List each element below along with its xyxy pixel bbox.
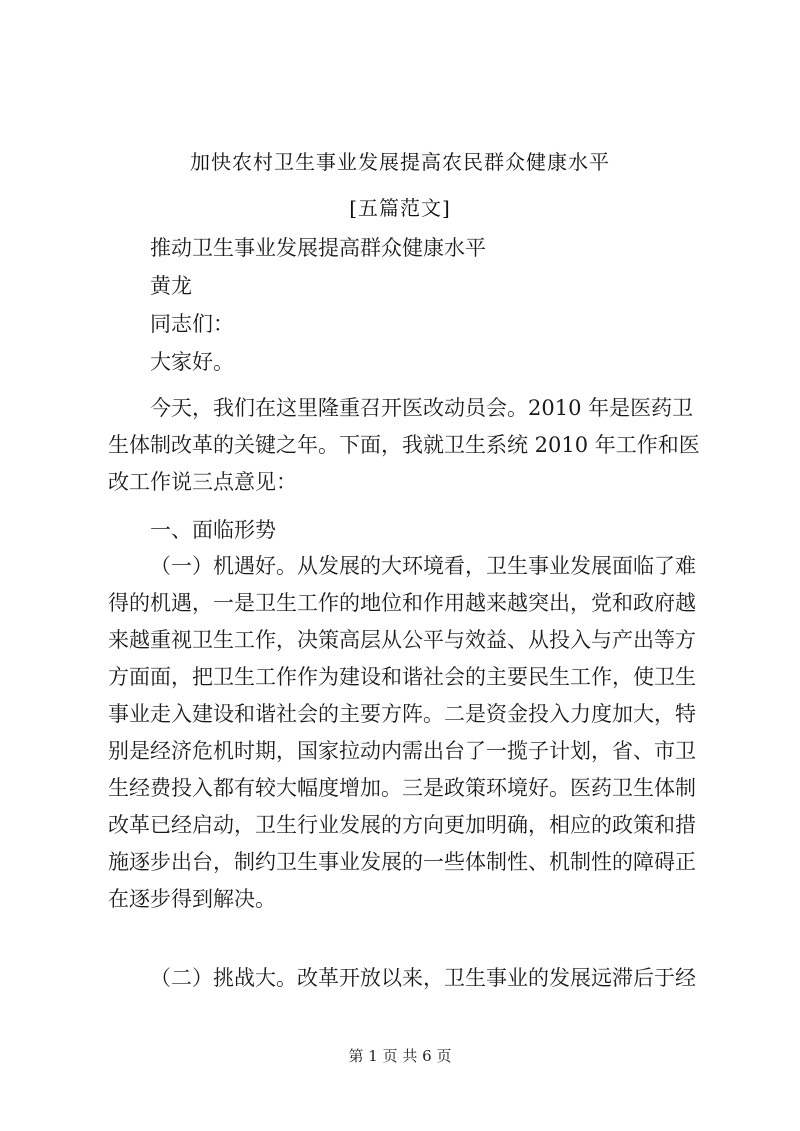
- section-heading-paragraph: [108, 512, 700, 549]
- intro-line: 今天，我们在这里隆重召开医改动员会。2010 年是医药卫: [150, 396, 694, 420]
- author: 黄龙: [150, 274, 192, 298]
- section-heading: 一、面临形势: [150, 518, 276, 542]
- body-line: 别是经济危机时期，国家拉动内需出台了一揽子计划，省、市卫: [108, 739, 696, 763]
- document-title-line-2: [五篇范文]: [349, 196, 451, 220]
- body-line: （二）挑战大。改革开放以来，卫生事业的发展远滞后于经: [150, 966, 696, 990]
- subtitle: 推动卫生事业发展提高群众健康水平: [150, 236, 486, 260]
- body-line: 施逐步出台，制约卫生事业发展的一些体制性、机制性的障碍正: [108, 850, 696, 874]
- salutation: 大家好。: [150, 350, 234, 374]
- subtitle-paragraph: [108, 230, 700, 267]
- body-line: （一）机遇好。从发展的大环境看，卫生事业发展面临了难: [150, 554, 696, 578]
- body-line: 得的机遇，一是卫生工作的地位和作用越来越突出，党和政府越: [108, 591, 696, 615]
- page-indicator: 第 1 页 共 6 页: [348, 1047, 452, 1065]
- body-line: 在逐步得到解决。: [108, 887, 276, 911]
- greeting-paragraph: [108, 306, 700, 343]
- document-title-line-1: 加快农村卫生事业发展提高农民群众健康水平: [190, 150, 610, 174]
- salutation-paragraph: [108, 344, 700, 381]
- opportunity-paragraph: [108, 548, 700, 918]
- challenge-paragraph: [108, 960, 700, 997]
- body-line: 改革已经启动，卫生行业发展的方向更加明确，相应的政策和措: [108, 813, 696, 837]
- intro-line: 改工作说三点意见：: [108, 470, 297, 494]
- body-line: 来越重视卫生工作，决策高层从公平与效益、从投入与产出等方: [108, 628, 696, 652]
- intro-line: 生体制改革的关键之年。下面，我就卫生系统 2010 年工作和医: [108, 433, 700, 457]
- greeting: 同志们：: [150, 312, 234, 336]
- author-paragraph: [108, 268, 700, 305]
- intro-paragraph: [108, 390, 700, 501]
- body-line: 事业走入建设和谐社会的主要方阵。二是资金投入力度加大，特: [108, 702, 696, 726]
- body-line: 方面面，把卫生工作作为建设和谐社会的主要民生工作，使卫生: [108, 665, 696, 689]
- body-line: 生经费投入都有较大幅度增加。三是政策环境好。医药卫生体制: [108, 776, 696, 800]
